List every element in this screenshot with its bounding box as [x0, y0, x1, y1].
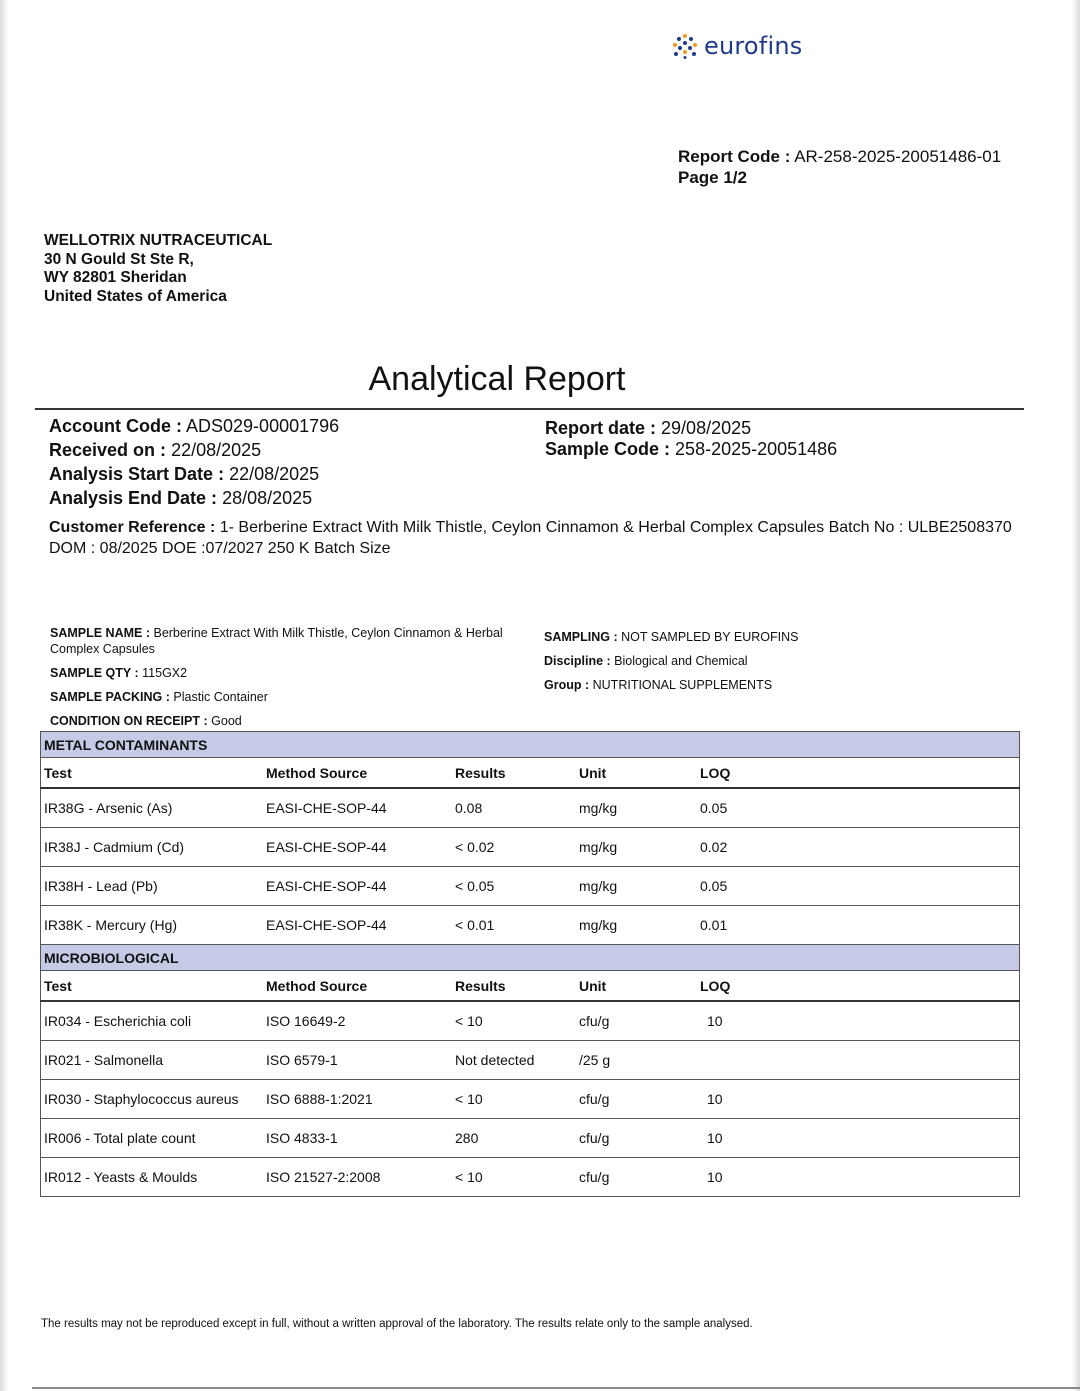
table-cell: < 10 [452, 1001, 576, 1041]
table-cell: < 10 [452, 1158, 576, 1197]
table-cell: EASI-CHE-SOP-44 [263, 788, 452, 828]
report-code-block [678, 146, 1001, 188]
analysis-start-date: Analysis Start Date : 22/08/2025 [49, 464, 320, 484]
bottom-divider [32, 1387, 1080, 1389]
column-header: Unit [576, 758, 697, 789]
table-cell: 10 [697, 1158, 1020, 1197]
section-header [41, 945, 1020, 971]
sample-packing: SAMPLE PACKING : Plastic Container [50, 690, 268, 704]
footer-disclaimer: The results may not be reproduced except in full, without a written approval of the laboratory. The results relate only to the sample analysed. [41, 1318, 753, 1330]
group: Group : NUTRITIONAL SUPPLEMENTS [544, 678, 773, 692]
sampling: SAMPLING : NOT SAMPLED BY EUROFINS [544, 630, 799, 644]
column-header: Test [41, 971, 264, 1002]
table-row [41, 867, 1020, 906]
table-cell: 0.05 [697, 867, 1020, 906]
table-row [41, 1158, 1020, 1197]
table-cell: EASI-CHE-SOP-44 [263, 867, 452, 906]
meta-right [545, 418, 837, 460]
column-header: LOQ [697, 758, 1020, 789]
section-title: MICROBIOLOGICAL [41, 945, 1020, 971]
page-edge-right [1071, 0, 1080, 1391]
column-header-row [41, 758, 1020, 789]
table-row [41, 1119, 1020, 1158]
column-header: Unit [576, 971, 697, 1002]
section-title: METAL CONTAMINANTS [41, 732, 1020, 758]
address-line-3: United States of America [44, 287, 227, 305]
condition-on-receipt: CONDITION ON RECEIPT : Good [50, 714, 242, 728]
report-code: Report Code : AR-258-2025-20051486-01 [678, 147, 1002, 166]
table-cell: ISO 6579-1 [263, 1041, 452, 1080]
table-cell: IR38H - Lead (Pb) [41, 867, 264, 906]
received-on: Received on : 22/08/2025 [49, 440, 262, 460]
table-cell: 0.08 [452, 788, 576, 828]
table-cell: mg/kg [576, 867, 697, 906]
table-cell: ISO 16649-2 [263, 1001, 452, 1041]
table-cell: IR034 - Escherichia coli [41, 1001, 264, 1041]
column-header-row [41, 971, 1020, 1002]
table-cell: IR38G - Arsenic (As) [41, 788, 264, 828]
table-cell: IR012 - Yeasts & Moulds [41, 1158, 264, 1197]
table-cell: EASI-CHE-SOP-44 [263, 828, 452, 867]
account-code: Account Code : ADS029-00001796 [49, 416, 340, 436]
meta-left [49, 414, 339, 510]
table-cell: 0.05 [697, 788, 1020, 828]
column-header: LOQ [697, 971, 1020, 1002]
table-cell: ISO 4833-1 [263, 1119, 452, 1158]
table-row [41, 1041, 1020, 1080]
section-header [41, 732, 1020, 758]
results-table-body [41, 732, 1020, 1197]
table-cell: cfu/g [576, 1001, 697, 1041]
address-line-2: WY 82801 Sheridan [44, 269, 187, 286]
page-number: Page 1/2 [678, 168, 747, 187]
table-cell: 10 [697, 1080, 1020, 1119]
table-cell: cfu/g [576, 1080, 697, 1119]
eurofins-logo [672, 30, 802, 62]
table-cell: EASI-CHE-SOP-44 [263, 906, 452, 945]
page-edge-left [0, 0, 9, 1391]
table-cell [697, 1041, 1020, 1080]
table-cell: 10 [697, 1001, 1020, 1041]
table-cell: mg/kg [576, 906, 697, 945]
table-cell: 280 [452, 1119, 576, 1158]
table-cell: IR38J - Cadmium (Cd) [41, 828, 264, 867]
table-cell: 10 [697, 1119, 1020, 1158]
column-header: Method Source [263, 971, 452, 1002]
table-cell: Not detected [452, 1041, 576, 1080]
sample-code: Sample Code : 258-2025-20051486 [545, 439, 838, 459]
discipline: Discipline : Biological and Chemical [544, 654, 748, 668]
table-cell: 0.01 [697, 906, 1020, 945]
title-divider [35, 408, 1024, 410]
table-row [41, 788, 1020, 828]
table-cell: 0.02 [697, 828, 1020, 867]
customer-reference: Customer Reference : 1- Berberine Extract With Milk Thistle, Ceylon Cinnamon & Herbal Complex Capsules Batch No : ULBE2508370 DOM : 08/2025 DOE :07/2027 250 K Batch Size [49, 519, 1012, 557]
table-cell: < 0.05 [452, 867, 576, 906]
customer-address [44, 232, 272, 306]
results-table [40, 731, 1020, 1197]
table-row [41, 828, 1020, 867]
table-cell: < 10 [452, 1080, 576, 1119]
column-header: Method Source [263, 758, 452, 789]
column-header: Results [452, 971, 576, 1002]
table-cell: ISO 21527-2:2008 [263, 1158, 452, 1197]
table-row [41, 906, 1020, 945]
customer-name: WELLOTRIX NUTRACEUTICAL [44, 232, 273, 249]
eurofins-dots-logo-icon [672, 33, 698, 59]
table-cell: IR38K - Mercury (Hg) [41, 906, 264, 945]
table-cell: /25 g [576, 1041, 697, 1080]
table-row [41, 1080, 1020, 1119]
sample-details-left [50, 625, 530, 729]
table-row [41, 1001, 1020, 1041]
eurofins-logo-text: eurofins [704, 32, 803, 60]
column-header: Test [41, 758, 264, 789]
sample-qty: SAMPLE QTY : 115GX2 [50, 666, 188, 680]
page-title: Analytical Report [368, 360, 626, 398]
table-cell: IR030 - Staphylococcus aureus [41, 1080, 264, 1119]
report-date: Report date : 29/08/2025 [545, 418, 752, 438]
table-cell: IR006 - Total plate count [41, 1119, 264, 1158]
address-line-1: 30 N Gould St Ste R, [44, 250, 194, 268]
table-cell: mg/kg [576, 828, 697, 867]
table-cell: cfu/g [576, 1119, 697, 1158]
analysis-end-date: Analysis End Date : 28/08/2025 [49, 488, 313, 508]
table-cell: < 0.02 [452, 828, 576, 867]
table-cell: IR021 - Salmonella [41, 1041, 264, 1080]
sample-name: SAMPLE NAME : Berberine Extract With Milk Thistle, Ceylon Cinnamon & Herbal Complex Capsules [50, 626, 503, 656]
column-header: Results [452, 758, 576, 789]
table-cell: cfu/g [576, 1158, 697, 1197]
table-cell: < 0.01 [452, 906, 576, 945]
table-cell: mg/kg [576, 788, 697, 828]
table-cell: ISO 6888-1:2021 [263, 1080, 452, 1119]
sample-details-right [544, 625, 964, 697]
